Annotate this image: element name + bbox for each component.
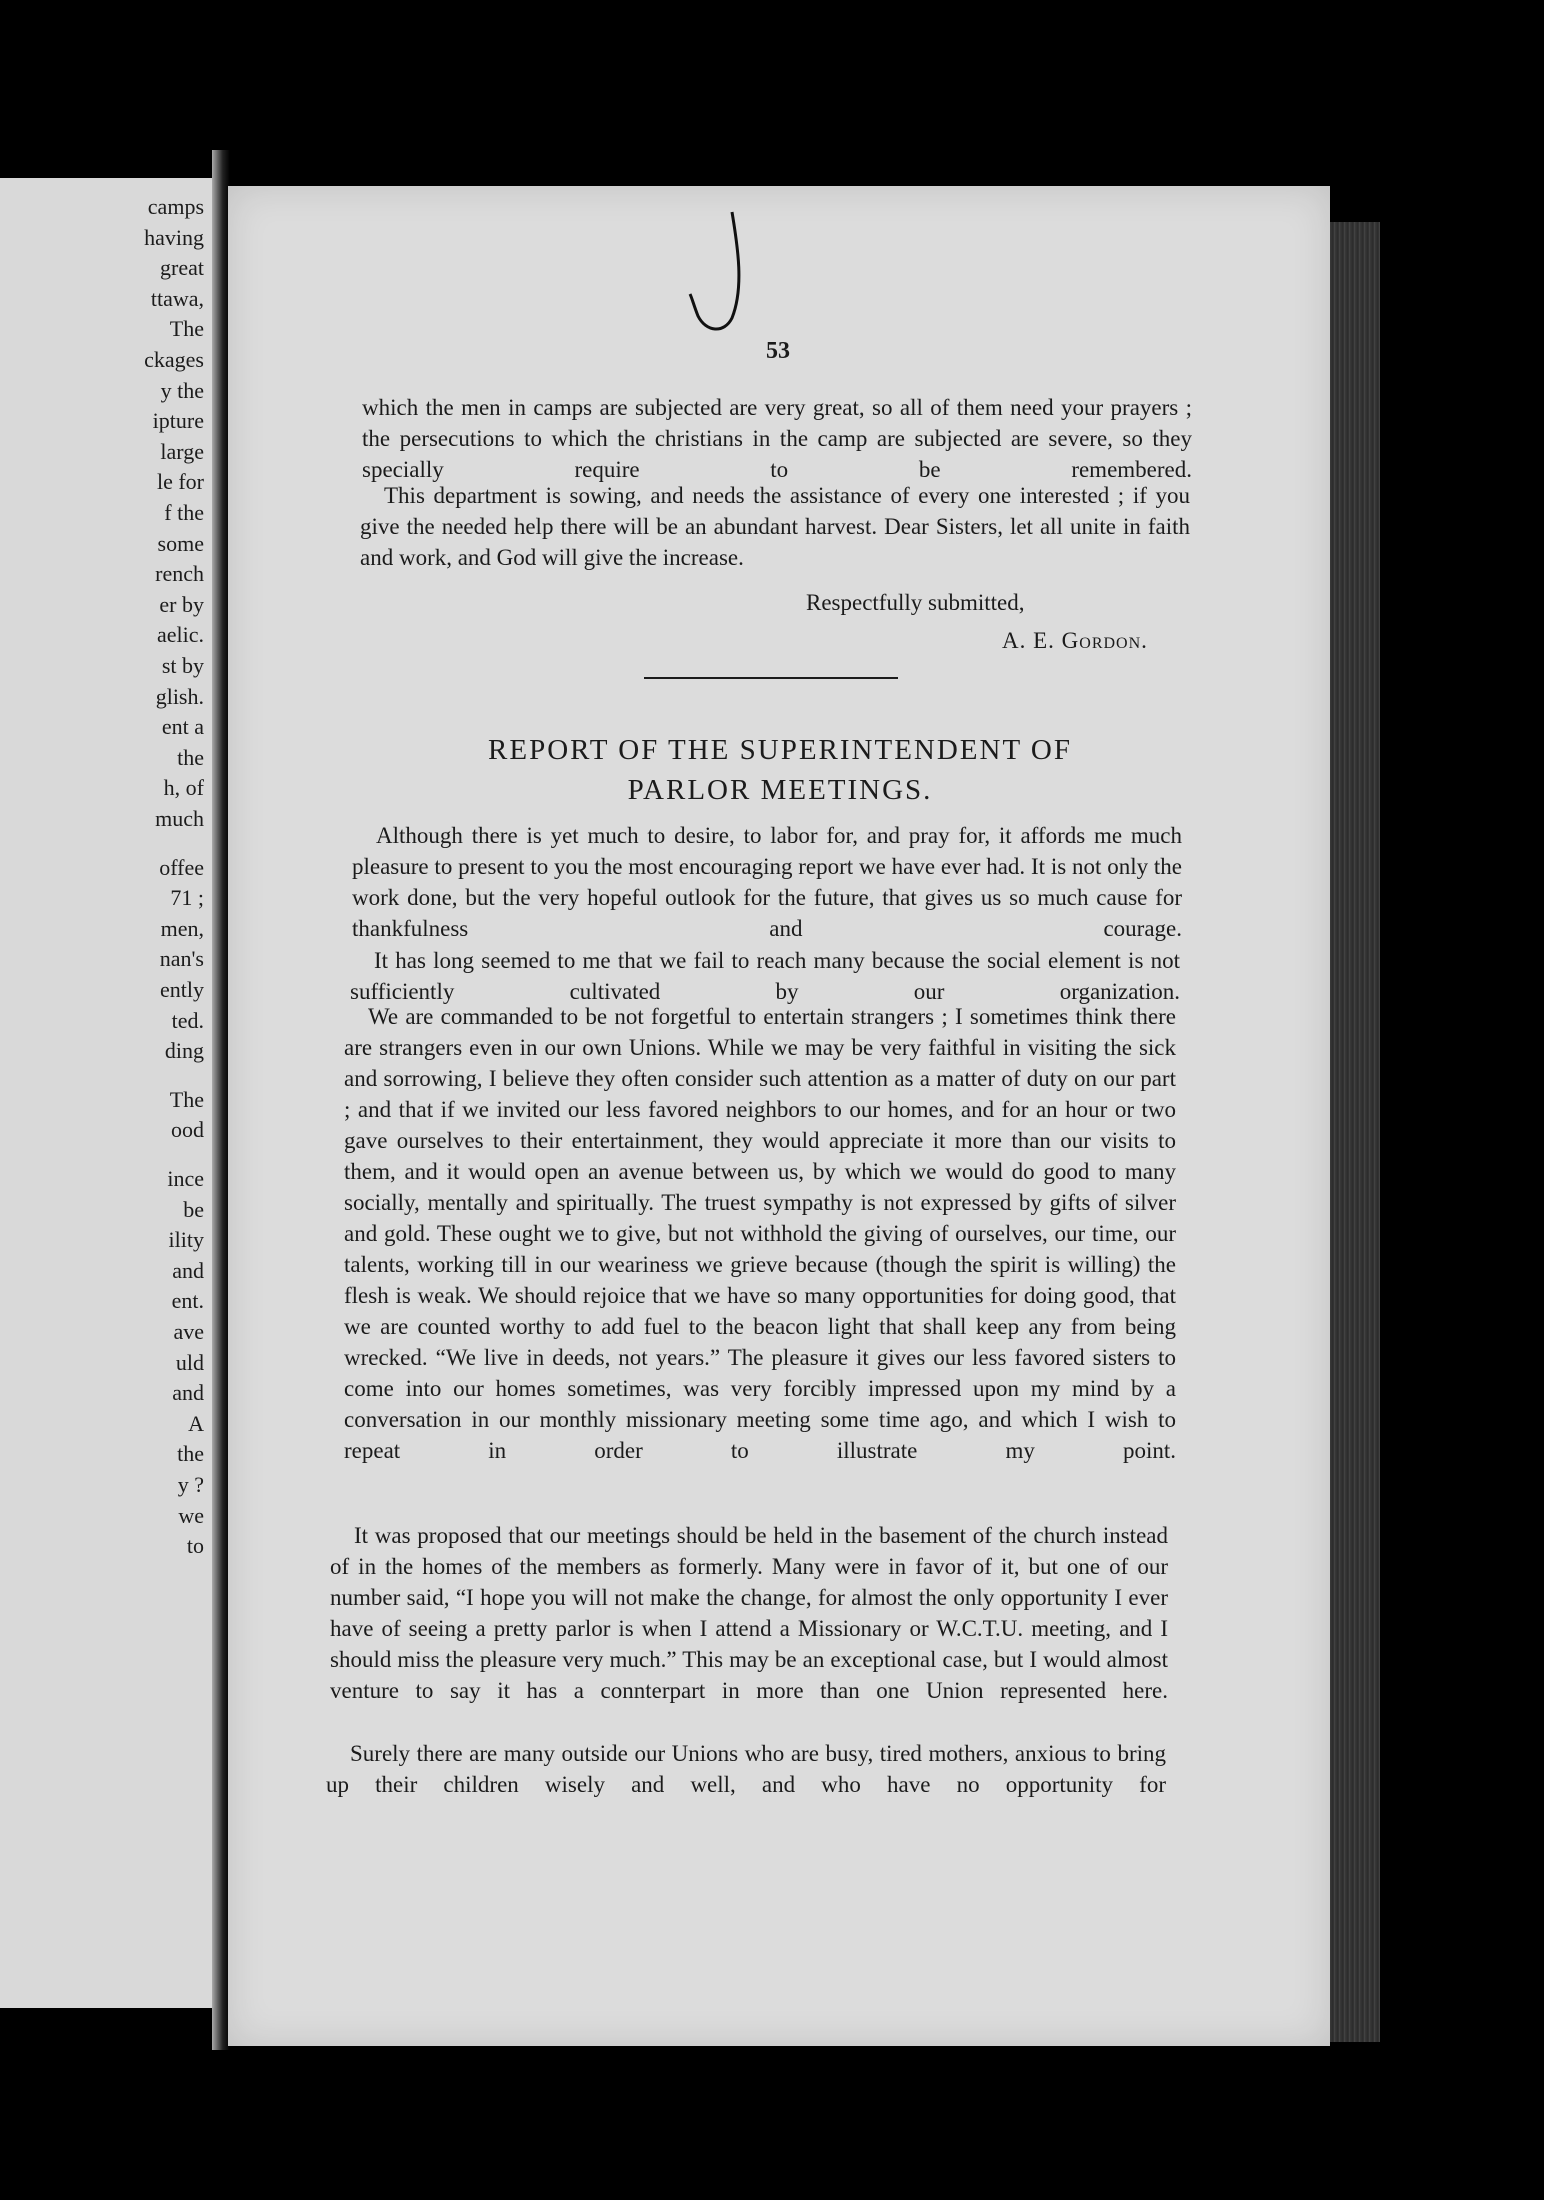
left-page-line: st by [161,653,204,678]
left-page-line: f the [164,500,204,525]
left-page-line: ince [167,1166,204,1191]
left-page-line: ently [160,977,204,1002]
left-page-line: aelic. [156,622,204,648]
left-page-line: large [160,438,204,464]
left-page-line: er by [159,591,204,617]
report-paragraph: We are commanded to be not forgetful to entertain strangers ; I sometimes think there are strangers even in our own Unions. While we may be very faithful in visiting the sick and sorrowing, I believe they often consider such attention as a matter of duty on our part ; and that if we invited our less favored neighbors to our homes, and for an hour or two gave ourselves to their entertainment, they would appreciate it more than our visits to them, and it would open an avenue between us, by which we would do good to many socially, mentally and spiritually. The truest sympathy is not expressed by gifts of silver and gold. These ought we to give, but not withhold the giving of ourselves, our time, our talents, working till in our weariness we grieve because (though the spirit is willing) the flesh is weak. We should rejoice that we have so many opportunities for doing good, that we are counted worthy to add fuel to the beacon light that shall keep any from being wrecked. “We live in deeds, not years.” The pleasure it gives our less favored sisters to come into our homes sometimes, was very forcibly impressed upon my mind by a conversation in our monthly missionary meeting some time ago, and which I wish to repeat in order to illustrate my point. [344,1004,1176,1463]
left-page-line: ood [171,1117,204,1143]
report-paragraph: Surely there are many outside our Unions who are busy, tired mothers, anxious to bring up their children wisely and well, and who have no opportunity for [326,1741,1166,1797]
left-page-line: offee [159,854,204,880]
left-page-line: ipture [152,408,204,434]
left-page-line: 71 ; [170,885,204,911]
left-page-line: y ? [177,1472,204,1497]
left-page-line: A [188,1410,204,1436]
left-page-line: ttawa, [150,285,204,311]
left-page-line: the [177,744,204,770]
left-page-line: much [155,806,204,831]
left-page-line: uld [175,1349,204,1375]
page-stack-edge [1330,222,1380,2042]
left-page-line: rench [155,561,204,587]
intro-paragraph: which the men in camps are subjected are very great, so all of them need your prayers ; the persecutions to which the christians in the camp are subjected are severe, so they specially require to be remembered. [362,395,1192,482]
left-page-line: h, of [163,775,204,801]
left-facing-page [0,178,212,2008]
report-paragraph: Although there is yet much to desire, to labor for, and pray for, it affords me much pleasure to present to you the most encouraging report we have ever had. It is not only the work done, but the very hopeful outlook for the future, that gives us so much cause for thankfulness and courage. [352,823,1182,941]
left-page-line: le for [156,469,204,495]
left-page-line: and [172,1257,204,1283]
left-page-line: ent. [171,1288,204,1314]
left-page-line: be [183,1196,204,1222]
handwritten-check-mark [680,208,780,338]
section-divider [644,677,898,679]
left-page-line: and [172,1380,204,1406]
page-number: 53 [766,338,790,364]
report-paragraph: It was proposed that our meetings should be held in the basement of the church instead of in the homes of the members as formerly. Many were in favor of it, but one of our number said, “I hope you will not make the change, for almost the only opportunity I ever have of seeing a pretty parlor is when I attend a Missionary or W.C.T.U. meeting, and I should miss the pleasure very much.” This may be an exceptional case, but I would almost venture to say it has a connterpart in more than one Union represented here. [330,1523,1168,1703]
left-page-line: ave [173,1319,204,1344]
signoff-line: Respectfully submitted, [806,590,1025,615]
left-page-line: to [186,1533,204,1559]
left-page-line: The [169,1086,204,1112]
left-page-line: the [177,1441,204,1467]
left-page-line: having [144,224,204,250]
section-heading-line1: REPORT OF THE SUPERINTENDENT OF [488,734,1072,766]
left-page-line: y the [160,377,204,403]
left-page-line: great [160,255,204,281]
left-page-line: men, [160,915,204,941]
left-page-line: nan's [159,946,204,972]
signature: A. E. Gordon. [1002,628,1148,653]
left-page-line: camps [147,194,204,219]
left-page-line: ility [168,1227,204,1253]
left-page-line: some [157,530,204,556]
intro-paragraph: This department is sowing, and needs the assistance of every one interested ; if you give the needed help there will be an abundant harvest. Dear Sisters, let all unite in faith and work, and God will give the increase. [360,483,1190,570]
left-page-line: glish. [155,683,204,709]
section-heading-line2: PARLOR MEETINGS. [627,774,933,806]
left-page-line: ted. [171,1007,204,1033]
left-page-line: ent a [161,714,204,740]
report-paragraph: It has long seemed to me that we fail to reach many because the social element is not sufficiently cultivated by our organization. [350,948,1180,1004]
left-page-line: ckages [144,347,204,372]
left-page-line: we [178,1502,204,1528]
left-page-line: ding [164,1038,204,1064]
left-page-line: The [169,316,204,342]
